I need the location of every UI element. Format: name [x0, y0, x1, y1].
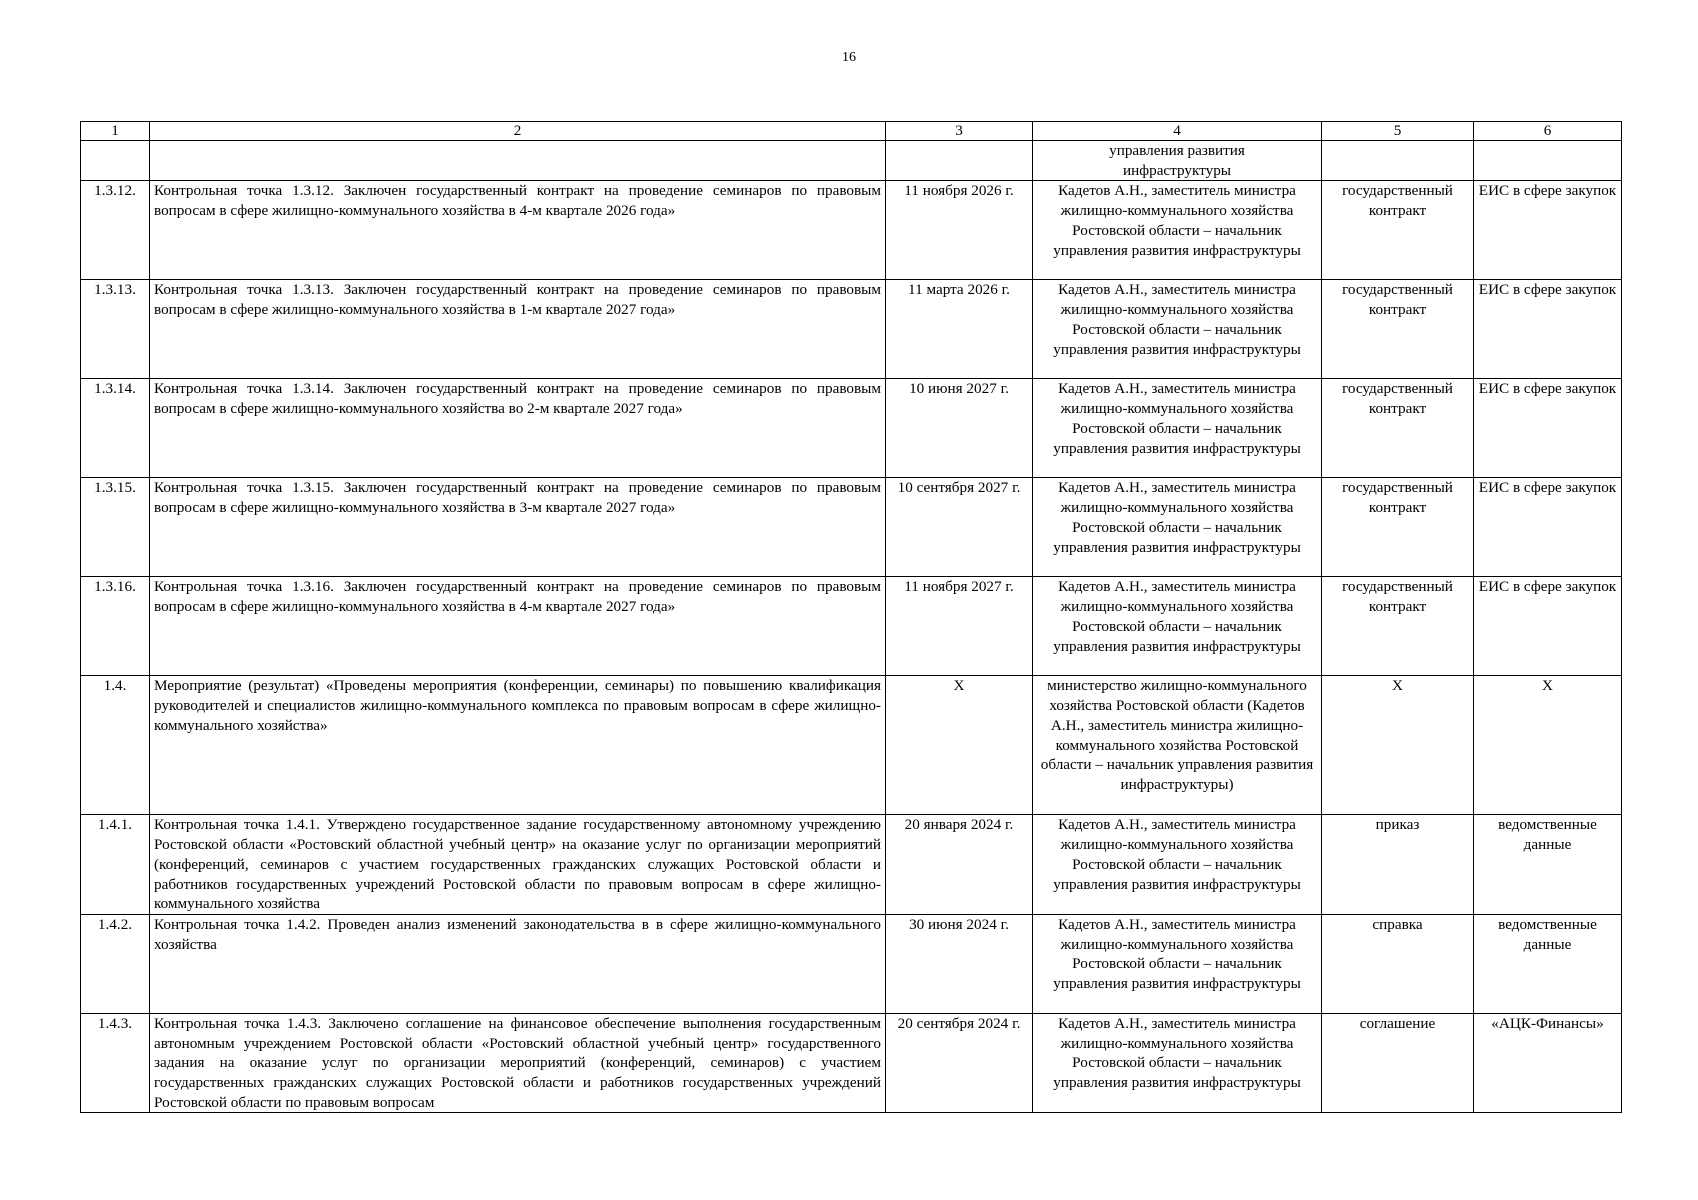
row-document-type: государственный контракт — [1322, 379, 1474, 478]
table-row — [81, 577, 1622, 676]
row-deadline: 11 ноября 2026 г. — [886, 181, 1033, 280]
row-information-system: X — [1474, 676, 1622, 815]
row-description: Мероприятие (результат) «Проведены мероприятия (конференции, семинары) по повышению квалификация руководителей и специалистов жилищно-коммунального комплекса по правовым вопросам в сфере жилищно-коммунального хозяйства» — [150, 676, 886, 815]
row-number: 1.4.1. — [81, 815, 150, 915]
carryover-row — [81, 141, 1622, 181]
header-cell-5: 5 — [1322, 122, 1474, 141]
row-deadline: 20 января 2024 г. — [886, 815, 1033, 915]
row-description: Контрольная точка 1.4.1. Утверждено государственное задание государственному автономному учреждению Ростовской области «Ростовский областной учебный центр» на оказание услуг по организации мероприятий (конференций, семинаров с участием государственных гражданских служащих Ростовской области и работников государственных учреждений Ростовской области по правовым вопросам в сфере жилищно-коммунального хозяйства — [150, 815, 886, 915]
row-description: Контрольная точка 1.4.2. Проведен анализ изменений законодательства в в сфере жилищно-коммунального хозяйства — [150, 914, 886, 1013]
header-cell-6: 6 — [1474, 122, 1622, 141]
row-number: 1.4.3. — [81, 1013, 150, 1113]
row-number: 1.3.16. — [81, 577, 150, 676]
row-number: 1.4. — [81, 676, 150, 815]
table-row — [81, 478, 1622, 577]
row-responsible: Кадетов А.Н., заместитель министра жилищно-коммунального хозяйства Ростовской области – начальник управления развития инфраструктуры — [1033, 577, 1322, 676]
table-row — [81, 280, 1622, 379]
row-number: 1.3.15. — [81, 478, 150, 577]
header-cell-2: 2 — [150, 122, 886, 141]
row-document-type: государственный контракт — [1322, 577, 1474, 676]
header-cell-4: 4 — [1033, 122, 1322, 141]
row-description: Контрольная точка 1.3.14. Заключен государственный контракт на проведение семинаров по правовым вопросам в сфере жилищно-коммунального хозяйства во 2-м квартале 2027 года» — [150, 379, 886, 478]
row-description: Контрольная точка 1.3.12. Заключен государственный контракт на проведение семинаров по правовым вопросам в сфере жилищно-коммунального хозяйства в 4-м квартале 2026 года» — [150, 181, 886, 280]
row-document-type: государственный контракт — [1322, 181, 1474, 280]
table-row — [81, 676, 1622, 815]
row-description: Контрольная точка 1.3.13. Заключен государственный контракт на проведение семинаров по правовым вопросам в сфере жилищно-коммунального хозяйства в 1-м квартале 2027 года» — [150, 280, 886, 379]
row-number: 1.4.2. — [81, 914, 150, 1013]
row-information-system: ЕИС в сфере закупок — [1474, 181, 1622, 280]
row-responsible: Кадетов А.Н., заместитель министра жилищно-коммунального хозяйства Ростовской области – начальник управления развития инфраструктуры — [1033, 1013, 1322, 1113]
row-responsible: Кадетов А.Н., заместитель министра жилищно-коммунального хозяйства Ростовской области – начальник управления развития инфраструктуры — [1033, 181, 1322, 280]
control-points-table — [80, 121, 1622, 1113]
row-information-system: ЕИС в сфере закупок — [1474, 577, 1622, 676]
table-row — [81, 181, 1622, 280]
row-deadline: 11 марта 2026 г. — [886, 280, 1033, 379]
row-deadline: 20 сентября 2024 г. — [886, 1013, 1033, 1113]
carryover-cell-1 — [81, 141, 150, 181]
row-information-system: ЕИС в сфере закупок — [1474, 280, 1622, 379]
row-document-type: приказ — [1322, 815, 1474, 915]
carryover-cell-3 — [886, 141, 1033, 181]
carryover-cell-2 — [150, 141, 886, 181]
row-information-system: ЕИС в сфере закупок — [1474, 478, 1622, 577]
carryover-cell-6 — [1474, 141, 1622, 181]
row-number: 1.3.13. — [81, 280, 150, 379]
row-deadline: 10 июня 2027 г. — [886, 379, 1033, 478]
row-document-type: справка — [1322, 914, 1474, 1013]
table-row — [81, 379, 1622, 478]
header-cell-1: 1 — [81, 122, 150, 141]
row-number: 1.3.12. — [81, 181, 150, 280]
row-deadline: 11 ноября 2027 г. — [886, 577, 1033, 676]
table-row — [81, 914, 1622, 1013]
row-information-system: «АЦК-Финансы» — [1474, 1013, 1622, 1113]
row-deadline: 30 июня 2024 г. — [886, 914, 1033, 1013]
row-information-system: ведомственные данные — [1474, 815, 1622, 915]
row-document-type: государственный контракт — [1322, 478, 1474, 577]
row-responsible: Кадетов А.Н., заместитель министра жилищно-коммунального хозяйства Ростовской области – начальник управления развития инфраструктуры — [1033, 815, 1322, 915]
row-information-system: ЕИС в сфере закупок — [1474, 379, 1622, 478]
header-cell-3: 3 — [886, 122, 1033, 141]
carryover-cell-5 — [1322, 141, 1474, 181]
row-description: Контрольная точка 1.3.16. Заключен государственный контракт на проведение семинаров по правовым вопросам в сфере жилищно-коммунального хозяйства в 4-м квартале 2027 года» — [150, 577, 886, 676]
row-responsible: Кадетов А.Н., заместитель министра жилищно-коммунального хозяйства Ростовской области – начальник управления развития инфраструктуры — [1033, 914, 1322, 1013]
row-responsible: Кадетов А.Н., заместитель министра жилищно-коммунального хозяйства Ростовской области – начальник управления развития инфраструктуры — [1033, 379, 1322, 478]
row-deadline: X — [886, 676, 1033, 815]
row-description: Контрольная точка 1.4.3. Заключено соглашение на финансовое обеспечение выполнения государственным автономным учреждением Ростовской области «Ростовский областной учебный центр» государственного задания на оказание услуг по организации мероприятий (конференций, семинаров) с участием государственных гражданских служащих Ростовской области и работников государственных учреждений Ростовской области по правовым вопросам — [150, 1013, 886, 1113]
row-number: 1.3.14. — [81, 379, 150, 478]
row-responsible: Кадетов А.Н., заместитель министра жилищно-коммунального хозяйства Ростовской области – начальник управления развития инфраструктуры — [1033, 280, 1322, 379]
row-responsible: министерство жилищно-коммунального хозяйства Ростовской области (Кадетов А.Н., заместитель министра жилищно-коммунального хозяйства Ростовской области – начальник управления развития инфраструктуры) — [1033, 676, 1322, 815]
row-document-type: государственный контракт — [1322, 280, 1474, 379]
row-responsible: Кадетов А.Н., заместитель министра жилищно-коммунального хозяйства Ростовской области – начальник управления развития инфраструктуры — [1033, 478, 1322, 577]
page-number: 16 — [842, 50, 856, 65]
row-deadline: 10 сентября 2027 г. — [886, 478, 1033, 577]
row-document-type: X — [1322, 676, 1474, 815]
carryover-responsible: управления развития инфраструктуры — [1033, 141, 1322, 181]
row-description: Контрольная точка 1.3.15. Заключен государственный контракт на проведение семинаров по правовым вопросам в сфере жилищно-коммунального хозяйства в 3-м квартале 2027 года» — [150, 478, 886, 577]
table-row — [81, 815, 1622, 915]
table-row — [81, 1013, 1622, 1113]
row-information-system: ведомственные данные — [1474, 914, 1622, 1013]
row-document-type: соглашение — [1322, 1013, 1474, 1113]
table-header-row — [81, 122, 1622, 141]
